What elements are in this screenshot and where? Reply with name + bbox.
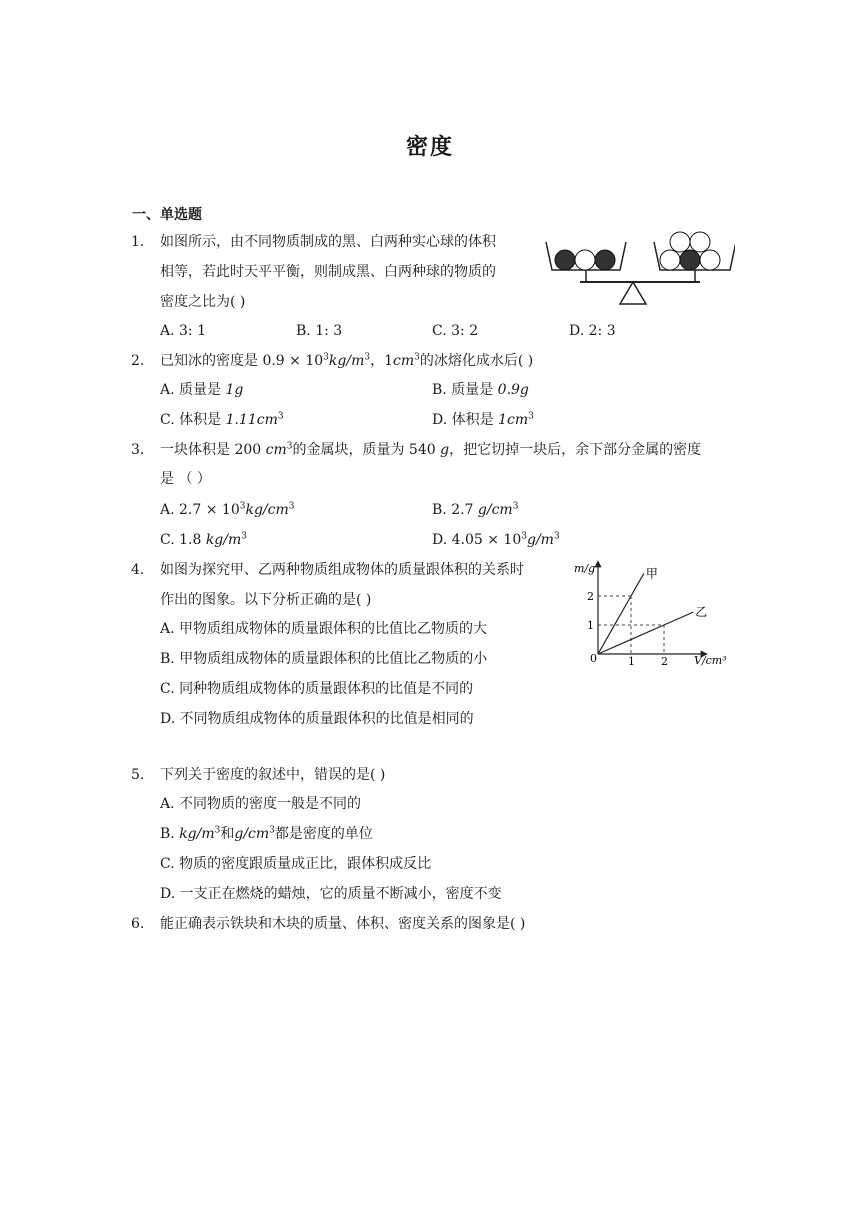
- x-tick-label: 1: [628, 655, 635, 668]
- q5-option-d: D. 一支正在燃烧的蜡烛，它的质量不断减小，密度不变: [160, 886, 502, 902]
- q3-option-a: A. $2.7 \times 10^3kg/cm^3$: [160, 501, 295, 518]
- question-6-text: 能正确表示铁块和木块的质量、体积、密度关系的图象是( ): [160, 916, 526, 932]
- q1-option-d: D. 2: 3: [569, 323, 616, 339]
- origin-label: 0: [590, 652, 597, 665]
- question-2-number: 2.: [131, 353, 145, 369]
- q4-option-c: C. 同种物质组成物体的质量跟体积的比值是不同的: [160, 681, 474, 697]
- white-ball: [660, 250, 680, 270]
- q2-option-c: C. 体积是 $1.11cm^3$: [160, 411, 284, 428]
- question-3-line-2: 是 （ ）: [160, 471, 211, 487]
- q4-option-b: B. 甲物质组成物体的质量跟体积的比值比乙物质的小: [160, 651, 488, 667]
- question-4-line-2: 作出的图象。以下分析正确的是( ): [160, 592, 372, 608]
- q1-option-b: B. 1: 3: [296, 323, 343, 339]
- white-ball: [575, 250, 595, 270]
- q5-option-a: A. 不同物质的密度一般是不同的: [160, 796, 362, 812]
- q2-option-d: D. 体积是 $1cm^3$: [432, 411, 534, 428]
- q4-option-a: A. 甲物质组成物体的质量跟体积的比值比乙物质的大: [160, 621, 488, 637]
- question-4-line-1: 如图为探究甲、乙两种物质组成物体的质量跟体积的关系时: [160, 562, 524, 578]
- q3-option-b: B. 2.7 $g/cm^3$: [432, 501, 519, 518]
- section-heading: 一、单选题: [132, 207, 202, 223]
- series-line-2: [598, 625, 664, 654]
- x-tick-label: 2: [661, 655, 668, 668]
- question-1-line-1: 如图所示，由不同物质制成的黑、白两种实心球的体积: [160, 234, 496, 250]
- y-axis-label: m/g: [574, 562, 596, 575]
- question-5-number: 5.: [131, 767, 145, 783]
- question-6-number: 6.: [131, 916, 145, 932]
- q3-option-c: C. 1.8 $kg/m^3$: [160, 531, 247, 548]
- page-title: 密度: [405, 134, 454, 160]
- x-axis-label: V/cm³: [694, 654, 727, 667]
- question-2-text: 已知冰的密度是 $0.9 \times 10^3kg/m^3$，$1cm^3$的冰熔化成水后( ): [160, 352, 534, 369]
- question-1-line-2: 相等，若此时天平平衡，则制成黑、白两种球的物质的: [160, 264, 496, 280]
- mass-volume-graph: [568, 558, 733, 670]
- q5-option-c: C. 物质的密度跟质量成正比，跟体积成反比: [160, 856, 432, 872]
- q2-option-b: B. 质量是 0.9g: [432, 382, 529, 398]
- series-label: 乙: [695, 605, 708, 620]
- black-ball: [680, 250, 700, 270]
- question-5-text: 下列关于密度的叙述中，错误的是( ): [160, 767, 386, 783]
- series-line-1: [598, 596, 631, 654]
- question-1-line-3: 密度之比为( ): [160, 294, 246, 310]
- series-label: 甲: [645, 566, 658, 581]
- q1-option-c: C. 3: 2: [432, 323, 479, 339]
- q2-option-a: A. 质量是 1g: [160, 382, 244, 398]
- series-line-extension: [631, 573, 644, 596]
- question-1-number: 1.: [131, 234, 145, 250]
- y-tick-label: 1: [587, 619, 594, 632]
- q3-option-d: D. $4.05 \times 10^3g/m^3$: [432, 531, 560, 548]
- y-tick-label: 2: [587, 590, 594, 603]
- q4-option-d: D. 不同物质组成物体的质量跟体积的比值是相同的: [160, 711, 474, 727]
- black-ball: [555, 250, 575, 270]
- question-3-number: 3.: [131, 442, 145, 458]
- q5-option-b: B. $kg/m^3$和$g/cm^3$都是密度的单位: [160, 825, 373, 842]
- question-4-number: 4.: [131, 562, 145, 578]
- series-line-extension: [664, 612, 693, 625]
- q1-option-a: A. 3: 1: [160, 323, 206, 339]
- balance-scale-figure: [540, 228, 735, 308]
- white-ball: [700, 250, 720, 270]
- white-ball: [670, 232, 690, 252]
- question-3-line-1: 一块体积是 200 $cm^3$的金属块，质量为 540 g，把它切掉一块后，余下部分金属的密度: [160, 441, 702, 458]
- white-ball: [690, 232, 710, 252]
- black-ball: [595, 250, 615, 270]
